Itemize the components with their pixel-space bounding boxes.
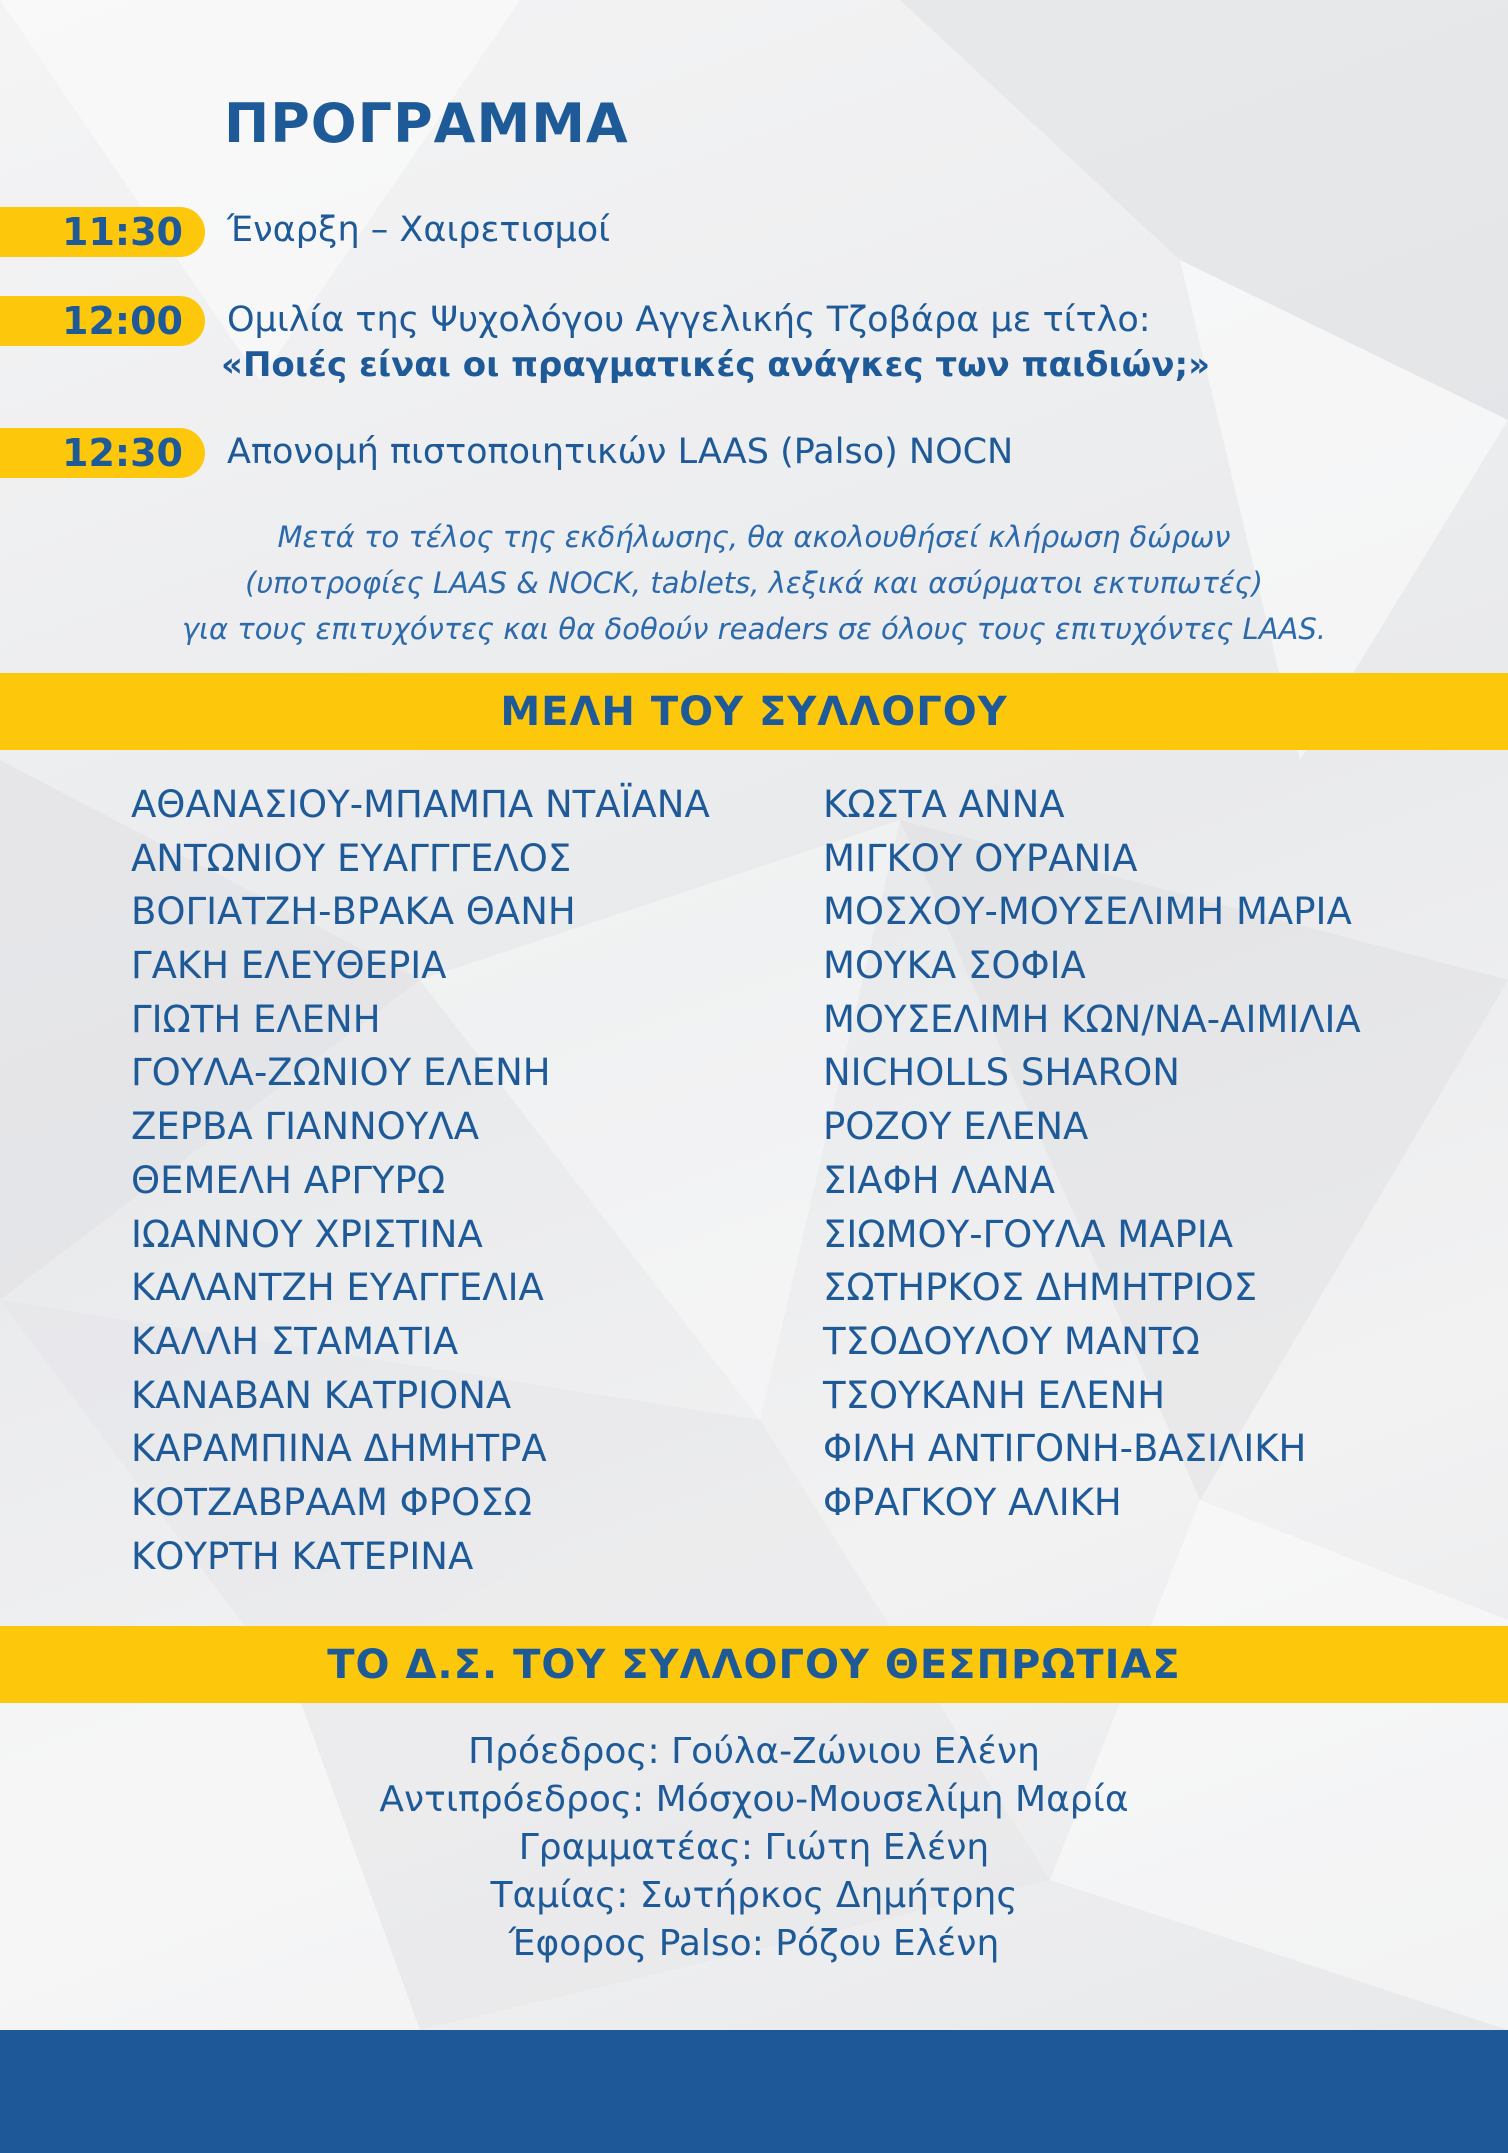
member-item: ΘΕΜΕΛΗ ΑΡΓΥΡΩ [131, 1158, 446, 1202]
member-item: ΒΟΓΙΑΤΖΗ-ΒΡΑΚΑ ΘΑΝΗ [131, 890, 576, 934]
member-item: ΜΙΓΚΟΥ ΟΥΡΑΝΙΑ [823, 836, 1138, 880]
member-item: ΣΩΤΗΡΚΟΣ ΔΗΜΗΤΡΙΟΣ [823, 1266, 1258, 1310]
member-item: ΤΣΟΥΚΑΝΗ ΕΛΕΝΗ [823, 1373, 1166, 1417]
member-item: ΤΣΟΔΟΥΛΟΥ ΜΑΝΤΩ [823, 1319, 1200, 1363]
agenda-text-3: Απονομή πιστοποιητικών LAAS (Palso) NOCN [227, 432, 1014, 472]
agenda-time-1: 11:30 [0, 207, 205, 257]
board-role-secretary: Γραμματέας: Γιώτη Ελένη [518, 1827, 990, 1868]
footer-bar [0, 2030, 1508, 2153]
members-heading: ΜΕΛΗ ΤΟΥ ΣΥΛΛΟΓΟΥ [500, 688, 1008, 735]
members-heading-band [0, 673, 1508, 750]
member-item: ΣΙΑΦΗ ΛΑΝΑ [823, 1158, 1055, 1202]
member-item: ΜΟΥΚΑ ΣΟΦΙΑ [823, 944, 1086, 988]
member-item: ΚΑΡΑΜΠΙΝΑ ΔΗΜΗΤΡΑ [131, 1427, 547, 1471]
program-title: ΠΡΟΓΡΑΜΜΑ [224, 92, 629, 155]
members-list-right [823, 777, 1361, 1529]
member-item: ΡΟΖΟΥ ΕΛΕΝΑ [823, 1105, 1089, 1149]
agenda-time-2: 12:00 [0, 296, 205, 346]
agenda-text-2: Ομιλία της Ψυχολόγου Αγγελικής Τζοβάρα με τίτλο: [227, 300, 1151, 340]
raffle-note-line-1: Μετά το τέλος της εκδήλωσης, θα ακολουθήσεί κλήρωση δώρων [277, 520, 1231, 554]
member-item: ΓΟΥΛΑ-ΖΩΝΙΟΥ ΕΛΕΝΗ [131, 1051, 551, 1095]
agenda-subtitle-2: «Ποιές είναι οι πραγματικές ανάγκες των παιδιών;» [221, 345, 1211, 385]
member-item: ΚΟΤΖΑΒΡΑΑΜ ΦΡΟΣΩ [131, 1480, 532, 1524]
board-role-president: Πρόεδρος: Γούλα-Ζώνιου Ελένη [468, 1731, 1040, 1772]
raffle-note-line-3: για τους επιτυχόντες και θα δοθούν readers σε όλους τους επιτυχόντες LAAS. [182, 612, 1326, 646]
raffle-note [0, 514, 1508, 652]
member-item: ΜΟΥΣΕΛΙΜΗ ΚΩΝ/ΝΑ-ΑΙΜΙΛΙΑ [823, 997, 1361, 1041]
raffle-note-line-2: (υποτροφίες LAAS & NOCK, tablets, λεξικά και ασύρματοι εκτυπωτές) [245, 566, 1263, 600]
member-item: ΦΙΛΗ ΑΝΤΙΓΟΝΗ-ΒΑΣΙΛΙΚΗ [823, 1427, 1307, 1471]
member-item: ΑΝΤΩΝΙΟΥ ΕΥΑΓΓΓΕΛΟΣ [131, 836, 572, 880]
member-item: ΚΑΛΑΝΤΖΗ ΕΥΑΓΓΕΛΙΑ [131, 1266, 544, 1310]
member-item: ΚΩΣΤΑ ΑΝΝΑ [823, 783, 1065, 826]
board-role-vice-president: Αντιπρόεδρος: Μόσχου-Μουσελίμη Μαρία [379, 1779, 1129, 1820]
member-item: ΑΘΑΝΑΣΙΟΥ-ΜΠΑΜΠΑ ΝΤΑΪΑΝΑ [131, 783, 710, 826]
agenda-time-3: 12:30 [0, 428, 205, 478]
member-item: ΙΩΑΝΝΟΥ ΧΡΙΣΤΙΝΑ [131, 1212, 483, 1256]
member-item: ΜΟΣΧΟΥ-ΜΟΥΣΕΛΙΜΗ ΜΑΡΙΑ [823, 890, 1352, 934]
member-item: ΓΑΚΗ ΕΛΕΥΘΕΡΙΑ [131, 944, 447, 988]
board-roles [0, 1728, 1508, 1968]
members-list-left [131, 777, 710, 1582]
member-item: ΚΟΥΡΤΗ ΚΑΤΕΡΙΝΑ [131, 1534, 474, 1578]
board-role-treasurer: Ταμίας: Σωτήρκος Δημήτρης [490, 1875, 1018, 1916]
member-item: NICHOLLS SHARON [823, 1051, 1180, 1095]
member-item: ΖΕΡΒΑ ΓΙΑΝΝΟΥΛΑ [131, 1105, 480, 1149]
board-heading-band [0, 1626, 1508, 1703]
member-item: ΣΙΩΜΟΥ-ΓΟΥΛΑ ΜΑΡΙΑ [823, 1212, 1234, 1256]
member-item: ΓΙΩΤΗ ΕΛΕΝΗ [131, 997, 381, 1041]
agenda-text-1: Έναρξη – Χαιρετισμοί [227, 210, 611, 250]
member-item: ΚΑΝΑΒΑΝ ΚΑΤΡΙΟΝΑ [131, 1373, 512, 1417]
board-role-palso-ephor: Έφορος Palso: Ρόζου Ελένη [508, 1923, 1000, 1964]
member-item: ΦΡΑΓΚΟΥ ΑΛΙΚΗ [823, 1480, 1122, 1524]
member-item: ΚΑΛΛΗ ΣΤΑΜΑΤΙΑ [131, 1319, 459, 1363]
board-heading: ΤΟ Δ.Σ. ΤΟΥ ΣΥΛΛΟΓΟΥ ΘΕΣΠΡΩΤΙΑΣ [327, 1641, 1181, 1688]
